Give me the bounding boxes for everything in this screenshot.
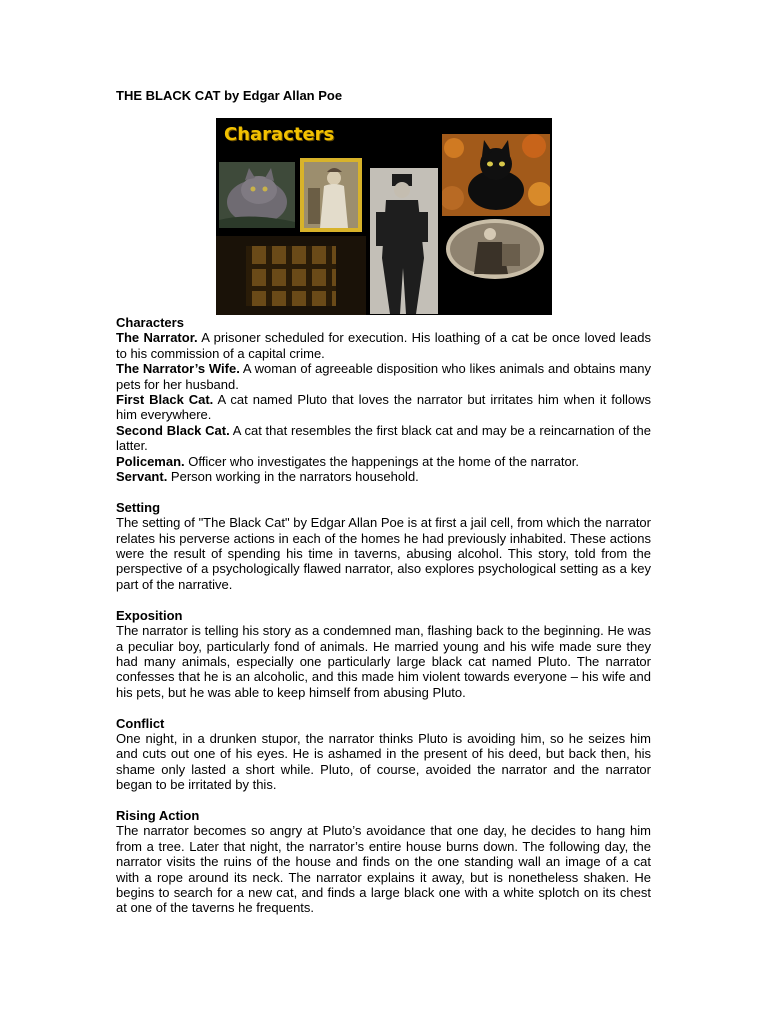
exposition-text: The narrator is telling his story as a condemned man, flashing back to the beginning. He was a peculiar boy, particularly fond of animals. He married young and his wife made sure they had many animals, especially one particularly large black cat named Pluto. The narrator confesses that he is an alcoholic, and this made him violent towards everyone – his wife and his pets, but he was able to keep himself from abusing Pluto. xyxy=(116,623,651,700)
exposition-section xyxy=(116,608,651,700)
servant-oval-photo xyxy=(444,218,546,280)
rising-action-heading: Rising Action xyxy=(116,807,200,823)
policeman-photo xyxy=(370,168,438,314)
character-name: Policeman. xyxy=(116,453,185,469)
character-name: Servant. xyxy=(116,469,168,485)
character-entry xyxy=(116,330,651,361)
character-description: A cat named Pluto that loves the narrator but irritates him when it follows him everywhere. xyxy=(116,392,651,423)
characters-heading: Characters xyxy=(116,315,184,330)
character-description: Person working in the narrators household. xyxy=(167,469,419,485)
character-description: A prisoner scheduled for execution. His loathing of a cat be once loved leads to his commission of a capital crime. xyxy=(116,330,651,361)
exposition-heading: Exposition xyxy=(116,607,183,623)
character-name: Second Black Cat. xyxy=(116,422,230,438)
characters-collage-image xyxy=(216,118,552,315)
character-name: The Narrator’s Wife. xyxy=(116,361,240,377)
characters-section xyxy=(116,315,651,484)
rising-action-text: The narrator becomes so angry at Pluto’s avoidance that one day, he decides to hang him from a tree. Later that night, the narrator’s entire house burns down. The following day, the narrator visits the ruins of the house and finds on the one standing wall an image of a cat with a rope around its neck. The narrator explains it away, but is nonetheless shaken. He begins to search for a new cat, and finds a large black one with a white splotch on its chest at one of the taverns he frequents. xyxy=(116,823,651,916)
character-description: A cat that resembles the first black cat and may be a reincarnation of the latter. xyxy=(116,422,651,454)
character-description: Officer who investigates the happenings at the home of the narrator. xyxy=(184,453,579,469)
character-entry xyxy=(116,423,651,454)
setting-text: The setting of "The Black Cat" by Edgar Allan Poe is at first a jail cell, from which the narrator relates his perverse actions in each of the homes he had previously inhabited. These actions were the result of spending his time in taverns, abusing alcohol. This story, told from the perspective of a psychologically flawed narrator, also explores psychological setting as a key part of the narrative. xyxy=(116,515,651,592)
character-entry xyxy=(116,454,651,469)
character-entry xyxy=(116,361,651,392)
wife-portrait-photo xyxy=(300,158,362,232)
grey-cat-photo xyxy=(219,162,295,228)
setting-heading: Setting xyxy=(116,499,161,515)
character-name: First Black Cat. xyxy=(116,392,214,408)
conflict-heading: Conflict xyxy=(116,715,165,731)
black-cat-photo xyxy=(442,134,550,216)
document-body xyxy=(116,315,651,916)
collage-title: Characters xyxy=(224,124,335,145)
character-entry xyxy=(116,392,651,423)
rising-action-section xyxy=(116,808,651,916)
document-title: THE BLACK CAT by Edgar Allan Poe xyxy=(116,88,343,103)
jail-bars-photo xyxy=(216,236,366,315)
character-name: The Narrator. xyxy=(116,330,198,346)
character-description: A woman of agreeable disposition who likes animals and obtains many pets for her husband. xyxy=(116,361,651,392)
character-entry xyxy=(116,469,651,484)
conflict-section xyxy=(116,716,651,793)
conflict-text: One night, in a drunken stupor, the narrator thinks Pluto is avoiding him, so he seizes him and cuts out one of his eyes. He is ashamed in the present of his deed, but back then, his shame only lasted a short while. Pluto, of course, avoided the narrator and the narrator began to be irritated by this. xyxy=(116,730,651,793)
setting-section xyxy=(116,500,651,592)
